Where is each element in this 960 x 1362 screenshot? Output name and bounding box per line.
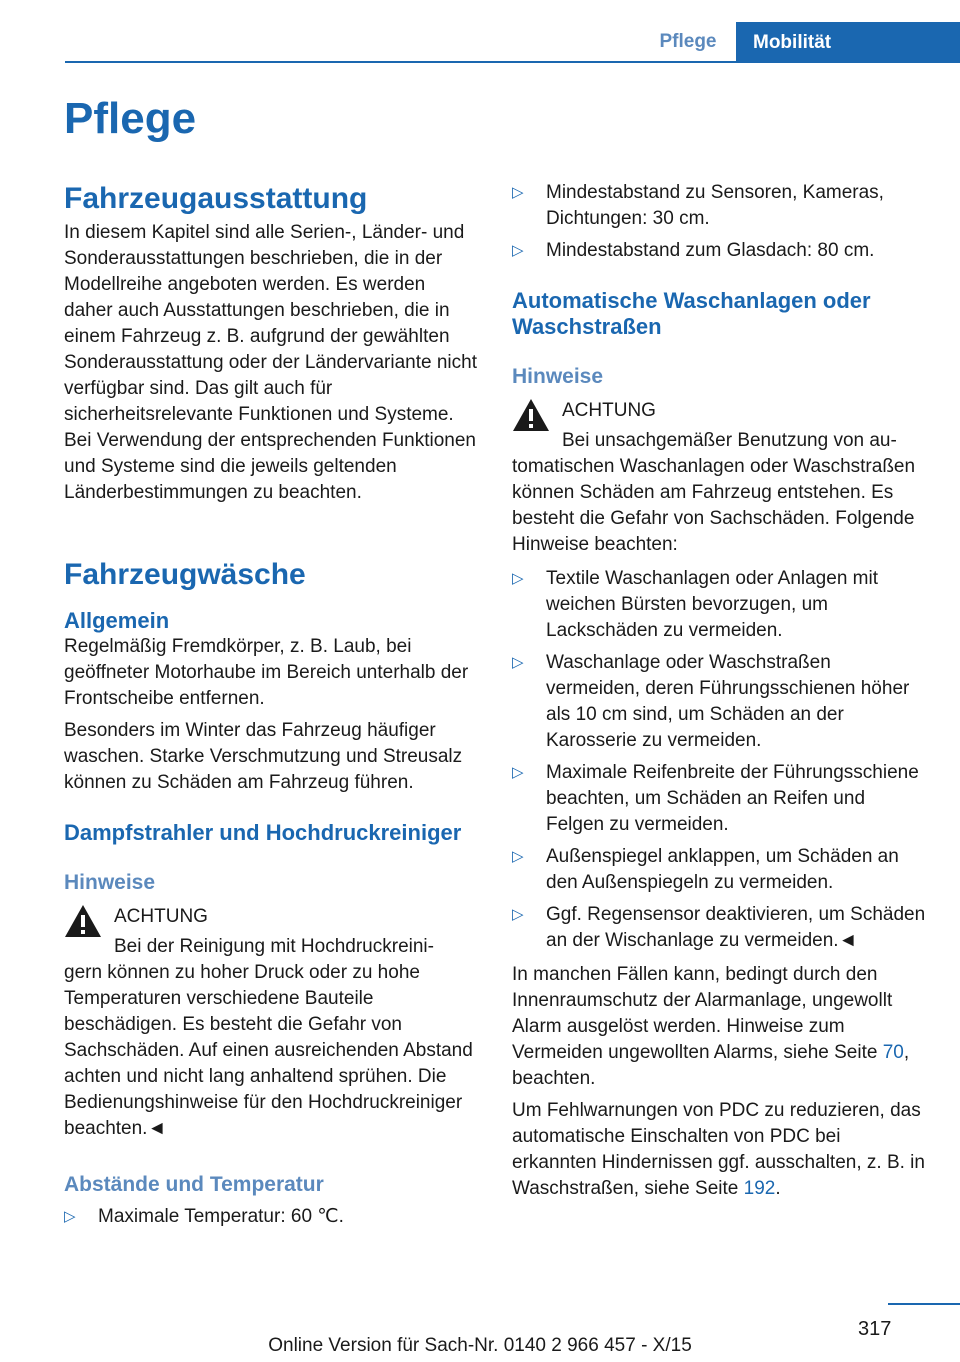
warning-box (512, 398, 926, 558)
paragraph-alarm-end: , beachten. (512, 1042, 910, 1089)
list-item (512, 566, 926, 644)
page-title: Pflege (64, 94, 197, 143)
list-abstaende (512, 180, 926, 264)
heading-fahrzeugausstattung: Fahrzeugausstattung (64, 182, 368, 215)
header-rule (65, 61, 960, 63)
list-item (512, 650, 926, 754)
right-column (512, 180, 926, 1202)
heading-dampfstrahler: Dampfstrahler und Hochdruckreiniger (64, 820, 462, 845)
list-item (512, 902, 926, 954)
heading-automatische-waschanlagen: Automatische Waschanlagen oder Waschstraßen (512, 288, 871, 339)
list-item-text: Ggf. Regensensor deaktivieren, um Schäden an der Wischanlage zu vermeiden.◄ (546, 904, 926, 951)
warning-box (64, 904, 478, 1142)
tab-mobilitaet[interactable]: Mobilität (736, 22, 960, 63)
tab-pflege[interactable]: Pflege (659, 30, 717, 52)
paragraph-allgemein-2: Besonders im Winter das Fahrzeug häufiger waschen. Starke Verschmutzung und Streusalz können zu Schäden am Fahrzeug führen. (64, 720, 463, 793)
paragraph-allgemein-1: Regelmäßig Fremdkörper, z. B. Laub, bei geöffneter Motorhaube im Bereich unterhalb der Frontscheibe entfernen. (64, 636, 469, 709)
triangle-bullet-icon: ▷ (512, 184, 524, 201)
page-link-192[interactable]: 192 (743, 1178, 776, 1199)
list-item (512, 238, 926, 264)
warning-text: tomatischen Waschanlagen oder Waschstraßen können Schäden am Fahrzeug entstehen. Es besteht die Gefahr von Sachschäden. Folgende Hinweise beachten: (512, 456, 916, 555)
list-item (512, 844, 926, 896)
heading-hinweise: Hinweise (64, 871, 156, 894)
page-link-70[interactable]: 70 (882, 1042, 904, 1063)
paragraph-ausstattung: In diesem Kapitel sind alle Serien-, Länder- und Sonderausstattungen beschrieben, die in der Modellreihe angeboten werden. Es werden daher auch Ausstattungen beschrieben, die in einem Fahrzeug z. B. aufgrund der gewählten Sonderausstattung oder der Ländervariante nicht verfügbar sind. Das gilt auch für sicherheitsrelevante Funktionen und Systeme. Bei Verwendung der entsprechenden Funktionen und Systeme sind die jeweils geltenden Länderbestimmungen zu beachten. (64, 222, 477, 503)
warning-text-first-line: Bei der Reinigung mit Hochdruckreini- (114, 936, 434, 957)
footer-rule (888, 1303, 960, 1305)
paragraph-pdc (512, 1098, 926, 1202)
warning-text-first-line: Bei unsachgemäßer Benutzung von au- (562, 430, 897, 451)
list-item-text: Außenspiegel anklappen, um Schäden an den Außenspiegeln zu vermeiden. (546, 846, 899, 893)
warning-triangle-icon (512, 398, 550, 432)
triangle-bullet-icon: ▷ (64, 1208, 76, 1225)
heading-hinweise: Hinweise (512, 365, 604, 388)
list-item-text: Waschanlage oder Waschstraßen vermeiden, deren Führungsschienen höher als 10 cm sind, um Schäden an der Karosserie zu vermeiden. (546, 652, 910, 751)
warning-head (64, 904, 478, 960)
list-waschanlagen-hinweise (512, 566, 926, 954)
triangle-bullet-icon: ▷ (512, 242, 524, 259)
list-temperatur (64, 1204, 478, 1230)
paragraph-pdc-text: Um Fehlwarnungen von PDC zu reduzieren, das automatische Einschalten von PDC bei erkannten Hindernissen ggf. ausschalten, z. B. in Waschstraßen, siehe Seite (512, 1100, 925, 1199)
warning-label: ACHTUNG (114, 906, 208, 927)
list-item-text: Mindestabstand zu Sensoren, Kameras, Dichtungen: 30 cm. (546, 182, 884, 229)
paragraph-alarm (512, 962, 926, 1092)
heading-allgemein: Allgemein (64, 608, 170, 633)
warning-text: gern können zu hoher Druck oder zu hohe Temperaturen verschiedene Bauteile beschädigen. Es besteht die Gefahr von Sachschäden. Auf einen ausreichenden Abstand achten und nicht lang anhaltend sprühen. Die Bedienungshinweise für den Hochdruckreiniger beachten.◄ (64, 962, 473, 1139)
paragraph-pdc-end: . (775, 1178, 781, 1199)
triangle-bullet-icon: ▷ (512, 570, 524, 587)
list-item-text: Maximale Temperatur: 60 ℃. (98, 1206, 344, 1227)
list-item-text: Maximale Reifenbreite der Führungsschiene beachten, um Schäden an Reifen und Felgen zu vermeiden. (546, 762, 919, 835)
paragraph-alarm-text: In manchen Fällen kann, bedingt durch den Innenraumschutz der Alarmanlage, ungewollt Alarm ausgelöst werden. Hinweise zum Vermeiden ungewollten Alarms, siehe Seite (512, 964, 893, 1063)
list-item (64, 1204, 478, 1230)
left-column (64, 180, 478, 1230)
heading-abstaende: Abstände und Temperatur (64, 1173, 324, 1196)
triangle-bullet-icon: ▷ (512, 654, 524, 671)
page-number: 317 (858, 1318, 892, 1340)
heading-fahrzeugwaesche: Fahrzeugwäsche (64, 558, 306, 591)
list-item-text: Mindestabstand zum Glasdach: 80 cm. (546, 240, 875, 261)
list-item-text: Textile Waschanlagen oder Anlagen mit weichen Bürsten bevorzugen, um Lackschäden zu vermeiden. (546, 568, 878, 641)
list-item (512, 180, 926, 232)
triangle-bullet-icon: ▷ (512, 764, 524, 781)
triangle-bullet-icon: ▷ (512, 848, 524, 865)
warning-triangle-icon (64, 904, 102, 938)
warning-head (512, 398, 926, 454)
list-item (512, 760, 926, 838)
warning-lead (114, 904, 434, 960)
triangle-bullet-icon: ▷ (512, 906, 524, 923)
footer-version: Online Version für Sach-Nr. 0140 2 966 457 - X/15 (268, 1335, 692, 1356)
warning-label: ACHTUNG (562, 400, 656, 421)
warning-lead (562, 398, 897, 454)
